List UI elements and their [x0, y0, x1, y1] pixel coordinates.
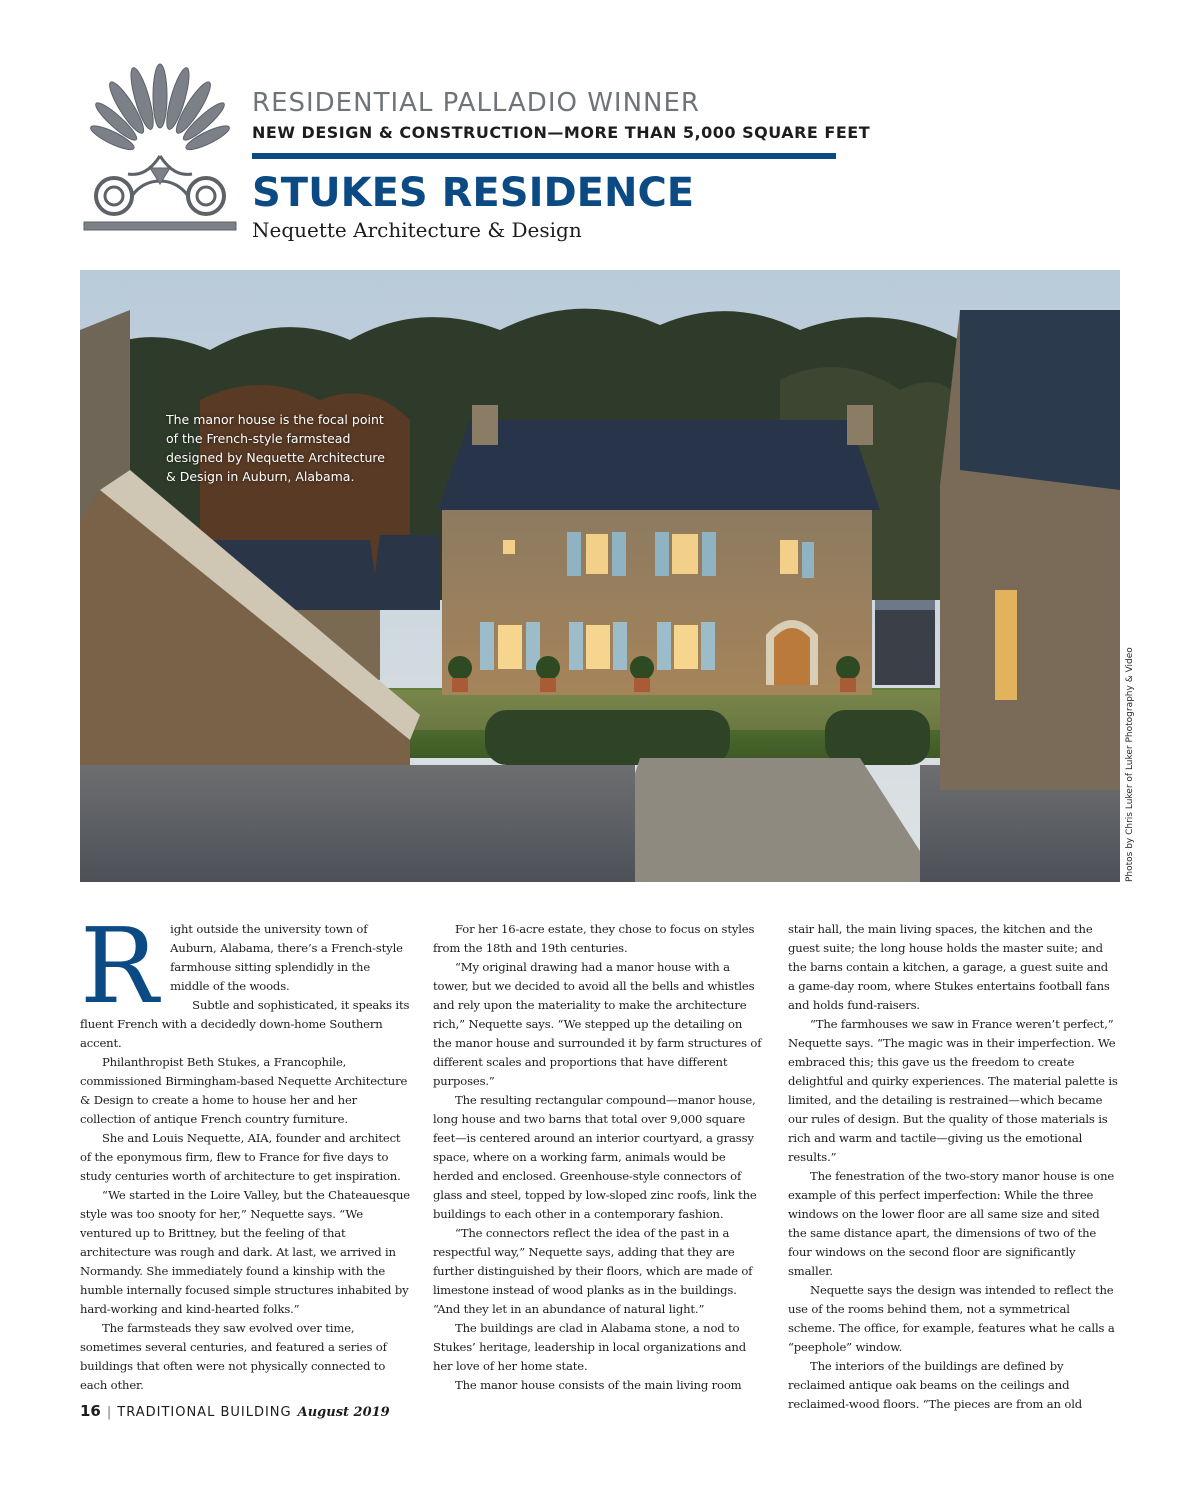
article-column-2	[433, 920, 763, 1395]
paragraph: ight outside the university town of Auburn, Alabama, there’s a French-style farmhouse sitting splendidly in the middle of the woods.	[170, 922, 403, 993]
article-title: STUKES RESIDENCE	[252, 170, 695, 216]
photo-caption: The manor house is the focal point of the French-style farmstead designed by Nequette Architecture & Design in Auburn, Alabama.	[166, 412, 385, 484]
paragraph: The farmsteads they saw evolved over time, sometimes several centuries, and featured a series of buildings that often were not physically connected to each other.	[80, 1321, 387, 1392]
paragraph: The fenestration of the two-story manor house is one example of this perfect imperfection: While the three windows on the lower floor are all same size and sited the same distance apart, the dimensions of two of the four windows on the second floor are significantly smaller.	[788, 1169, 1115, 1278]
footer-separator: |	[106, 1405, 112, 1420]
paragraph: The buildings are clad in Alabama stone, a nod to Stukes’ heritage, leadership in local organizations and her love of her home state.	[433, 1321, 747, 1373]
page-footer	[80, 1402, 390, 1426]
article-column-3	[788, 920, 1118, 1414]
paragraph: “The connectors reflect the idea of the past in a respectful way,” Nequette says, adding that they are further distinguished by their floors, which are made of limestone instead of wood planks as in the buildings. “And they let in an abundance of natural light.”	[433, 1226, 753, 1316]
magazine-name: TRADITIONAL BUILDING	[117, 1405, 292, 1420]
paragraph: “We started in the Loire Valley, but the Chateauesque style was too snooty for her,” Nequette says. “We ventured up to Brittney, but the feeling of that architecture was rough and dark. At last, we arrived in Normandy. She immediately found a kinship with the humble internally focused simple structures inhabited by hard-working and kind-hearted folks.”	[80, 1188, 411, 1316]
paragraph: Subtle and sophisticated, it speaks its fluent French with a decidedly down-home Southern accent.	[80, 998, 410, 1050]
drop-cap: R	[80, 905, 159, 1027]
paragraph: For her 16-acre estate, they chose to focus on styles from the 18th and 19th centuries.	[433, 922, 755, 955]
anthemion-ornament-icon	[80, 56, 240, 236]
paragraph: The resulting rectangular compound—manor house, long house and two barns that total over 9,000 square feet—is centered around an interior courtyard, a grassy space, where on a working farm, animals would be herded and enclosed. Greenhouse-style connectors of glass and steel, topped by low-sloped zinc roofs, link the buildings to each other in a contemporary fashion.	[433, 1093, 757, 1221]
paragraph: Philanthropist Beth Stukes, a Francophile, commissioned Birmingham-based Nequette Architecture & Design to create a home to house her and her collection of antique French country furniture.	[80, 1055, 408, 1126]
paragraph: stair hall, the main living spaces, the kitchen and the guest suite; the long house holds the master suite; and the barns contain a kitchen, a garage, a guest suite and a game-day room, where Stukes entertains football fans and holds fund-raisers.	[788, 922, 1110, 1012]
paragraph: “The farmhouses we saw in France weren’t perfect,” Nequette says. “The magic was in their imperfection. We embraced this; this gave us the freedom to create delightful and quirky experiences. The material palette is limited, and the detailing is restrained—which became our rules of design. But the quality of those materials is rich and warm and tactile—giving us the emotional results.”	[788, 1017, 1118, 1164]
award-category: NEW DESIGN & CONSTRUCTION—MORE THAN 5,000 SQUARE FEET	[252, 123, 871, 142]
photo-credit: Photos by Chris Luker of Luker Photography & Video	[1125, 647, 1135, 882]
feature-photo	[80, 270, 1120, 882]
firm-name: Nequette Architecture & Design	[252, 218, 582, 242]
paragraph: “My original drawing had a manor house with a tower, but we decided to avoid all the bells and whistles and rely upon the materiality to make the architecture rich,” Nequette says. “We stepped up the detailing on the manor house and surrounded it by farm structures of different scales and proportions that have different purposes.”	[433, 960, 762, 1088]
paragraph: Nequette says the design was intended to reflect the use of the rooms behind them, not a symmetrical scheme. The office, for example, features what he calls a “peephole” window.	[788, 1283, 1115, 1354]
award-kicker: RESIDENTIAL PALLADIO WINNER	[252, 88, 700, 118]
header-divider	[252, 153, 836, 159]
paragraph: The interiors of the buildings are defined by reclaimed antique oak beams on the ceilings and reclaimed-wood floors. “The pieces are from an old	[788, 1359, 1083, 1411]
paragraph: She and Louis Nequette, AIA, founder and architect of the eponymous firm, flew to France for five days to study centuries worth of architecture to get inspiration.	[80, 1131, 401, 1183]
article-column-1	[80, 905, 411, 1395]
article-header	[252, 86, 871, 243]
paragraph: The manor house consists of the main living room	[455, 1378, 742, 1392]
issue-date: August 2019	[297, 1405, 390, 1420]
page-number: 16	[80, 1402, 101, 1420]
